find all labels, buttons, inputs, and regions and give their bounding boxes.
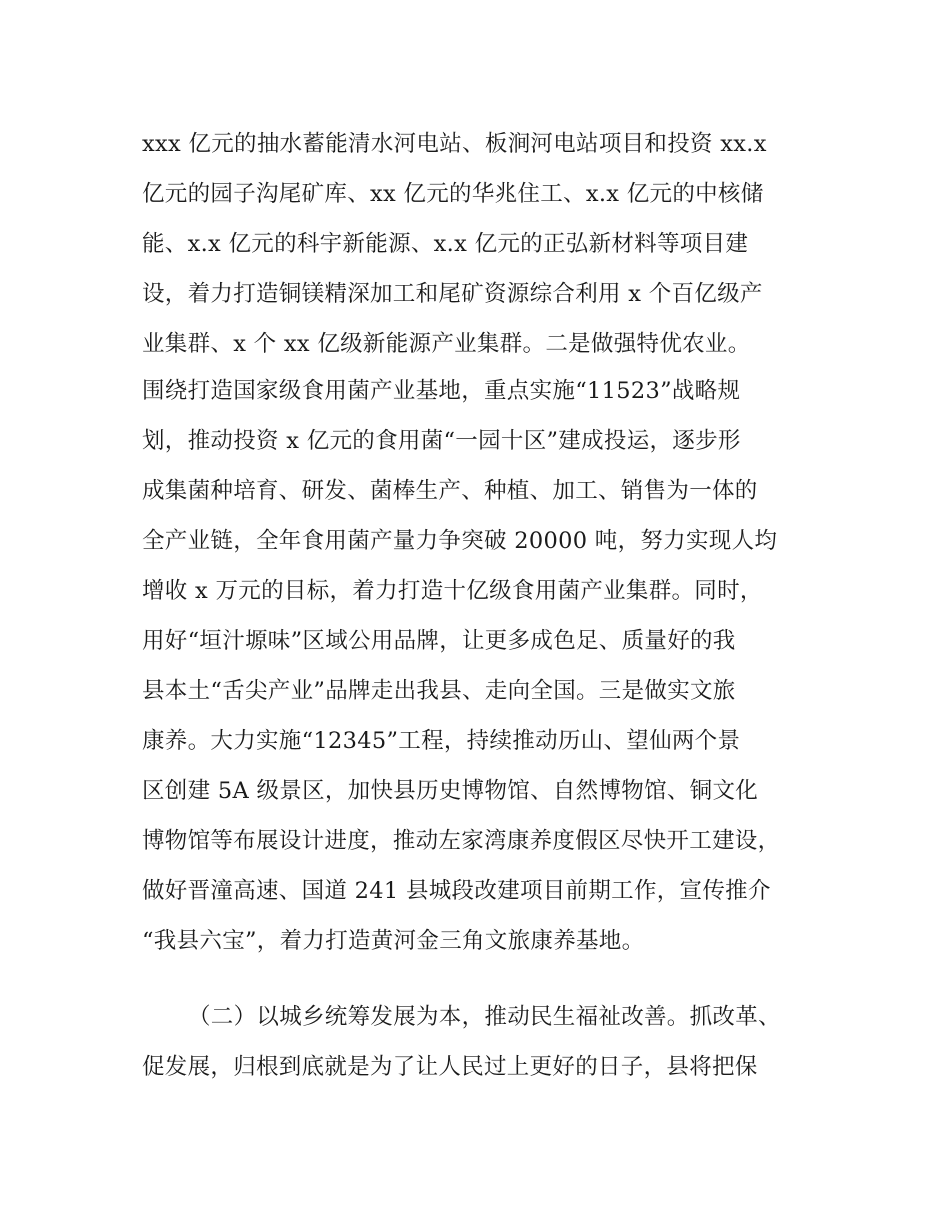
text-line: xxx 亿元的抽水蓄能清水河电站、板涧河电站项目和投资 xx.x <box>142 131 767 157</box>
text-line: 设，着力打造铜镁精深加工和尾矿资源综合利用 x 个百亿级产 <box>142 281 763 307</box>
text-line: 康养。大力实施“12345”工程，持续推动历山、望仙两个景 <box>142 728 741 754</box>
text-line: 围绕打造国家级食用菌产业基地，重点实施“11523”战略规 <box>142 378 741 404</box>
text-line: “我县六宝”，着力打造黄河金三角文旅康养基地。 <box>142 928 645 954</box>
text-line: 亿元的园子沟尾矿库、xx 亿元的华兆住工、x.x 亿元的中核储 <box>142 181 764 207</box>
text-line: 博物馆等布展设计进度，推动左家湾康养度假区尽快开工建设， <box>142 828 781 854</box>
text-line: 全产业链，全年食用菌产量力争突破 20000 吨，努力实现人均 <box>142 528 778 554</box>
text-line: 区创建 5A 级景区，加快县历史博物馆、自然博物馆、铜文化 <box>142 778 759 804</box>
text-line: 做好晋潼高速、国道 241 县城段改建项目前期工作，宣传推介 <box>142 878 771 904</box>
text-line: 划，推动投资 x 亿元的食用菌“一园十区”建成投运，逐步形 <box>142 428 741 454</box>
text-line: 促发展，归根到底就是为了让人民过上更好的日子，县将把保 <box>142 1054 758 1080</box>
text-line: 能、x.x 亿元的科宇新能源、x.x 亿元的正弘新材料等项目建 <box>142 231 749 257</box>
text-line: 用好“垣汁塬味”区域公用品牌，让更多成色足、质量好的我 <box>142 628 736 654</box>
text-line: 业集群、x 个 xx 亿级新能源产业集群。二是做强特优农业。 <box>142 331 751 357</box>
text-line: 成集菌种培育、研发、菌棒生产、种植、加工、销售为一体的 <box>142 478 758 504</box>
paragraph-first-line: （二）以城乡统筹发展为本，推动民生福祉改善。抓改革、 <box>188 1004 781 1030</box>
text-line: 增收 x 万元的目标，着力打造十亿级食用菌产业集群。同时， <box>142 578 763 604</box>
text-line: 县本土“舌尖产业”品牌走出我县、走向全国。三是做实文旅 <box>142 678 736 704</box>
